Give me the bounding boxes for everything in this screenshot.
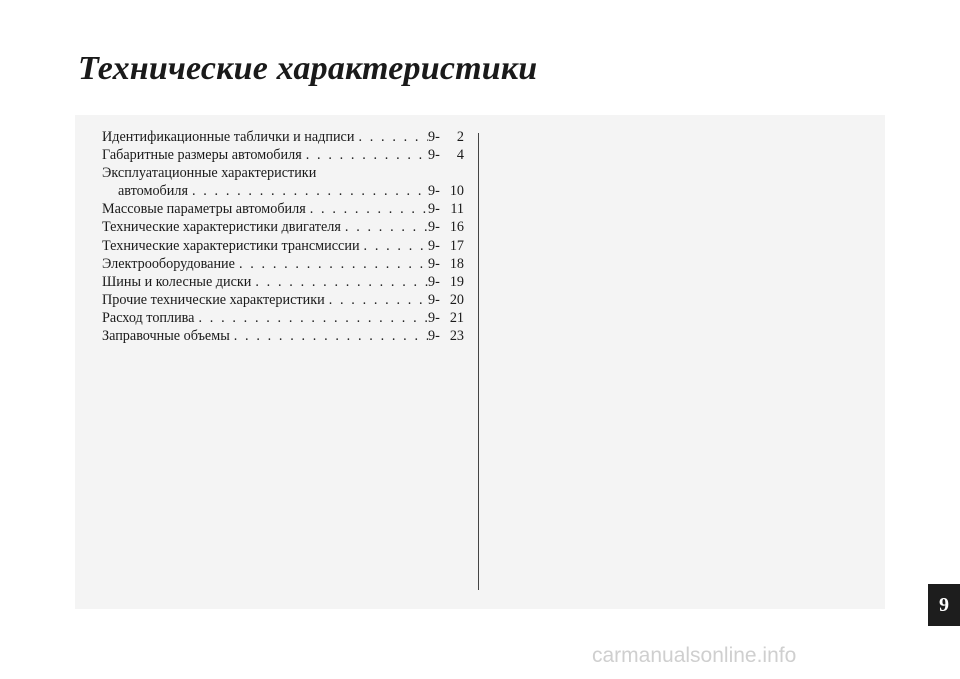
toc-dot-leader [194, 309, 428, 327]
toc-page-number: 21 [449, 309, 464, 326]
toc-entry-transmission-specs[interactable] [102, 237, 464, 255]
toc-section-number: 9- [428, 309, 440, 326]
toc-dot-leader [354, 128, 428, 146]
toc-entry-label: Массовые параметры автомобиля [102, 201, 306, 218]
toc-entry-fuel-consumption[interactable] [102, 309, 464, 327]
toc-entry-capacities[interactable] [102, 327, 464, 345]
toc-section-number: 9- [428, 129, 440, 145]
toc-page-number: 10 [449, 183, 464, 200]
toc-section-number: 9- [428, 291, 440, 308]
toc-entry-weights[interactable] [102, 200, 464, 218]
toc-page-number: 20 [449, 291, 464, 308]
toc-entry-other-specs[interactable] [102, 291, 464, 309]
toc-dot-leader [302, 146, 428, 164]
toc-entry-performance[interactable] [102, 182, 464, 200]
toc-entry-label: Габаритные размеры автомобиля [102, 147, 302, 164]
toc-entry-electrical[interactable] [102, 255, 464, 273]
toc-dot-leader [188, 182, 428, 200]
toc-entry-label: Эксплуатационные характеристики [102, 165, 317, 182]
toc-entry-label: Заправочные объемы [102, 328, 230, 345]
watermark: carmanualsonline.info [592, 644, 797, 667]
toc-section-number: 9- [428, 273, 440, 290]
toc-entry-label: Шины и колесные диски [102, 273, 252, 290]
toc-section-number: 9- [428, 328, 440, 345]
toc-page-number: 18 [449, 255, 464, 272]
chapter-number: 9 [939, 593, 949, 616]
toc-entry-engine-specs[interactable] [102, 218, 464, 236]
toc-page-number: 16 [449, 219, 464, 236]
toc-dot-leader [235, 255, 428, 273]
toc-entry-label: Технические характеристики двигателя [102, 219, 341, 236]
toc-page-number: 17 [449, 237, 464, 254]
toc-entry-label: Расход топлива [102, 309, 195, 326]
toc-section-number: 9- [428, 237, 440, 254]
toc-page-number: 19 [449, 273, 464, 290]
toc-page-number: 4 [456, 147, 464, 164]
column-divider [478, 133, 479, 590]
toc-page-number: 11 [450, 201, 464, 218]
toc-dot-leader [325, 291, 428, 309]
toc-dot-leader [341, 218, 428, 236]
toc-section-number: 9- [428, 255, 440, 272]
toc-dot-leader [251, 273, 428, 291]
toc-dot-leader [360, 237, 428, 255]
toc-page-number: 23 [449, 328, 464, 345]
toc-entry-label: Идентификационные таблички и надписи [102, 129, 355, 145]
toc-section-number: 9- [428, 147, 440, 164]
toc-section-number: 9- [428, 201, 440, 218]
chapter-tab[interactable] [928, 584, 960, 626]
toc-entry-label: Технические характеристики трансмиссии [102, 237, 360, 254]
toc-entry-performance-first-line[interactable] [102, 164, 464, 182]
toc-entry-identification-plates[interactable] [102, 128, 464, 146]
toc-entry-label: Прочие технические характеристики [102, 291, 325, 308]
toc-section-number: 9- [428, 183, 440, 200]
toc-entry-dimensions[interactable] [102, 146, 464, 164]
toc-entry-label: Электрооборудование [102, 255, 235, 272]
table-of-contents [102, 128, 464, 345]
toc-entry-tires-wheels[interactable] [102, 273, 464, 291]
toc-dot-leader [306, 200, 428, 218]
toc-dot-leader [230, 327, 428, 345]
toc-section-number: 9- [428, 219, 440, 236]
page-title: Технические характеристики [78, 50, 538, 87]
toc-entry-label-continuation: автомобиля [118, 183, 188, 200]
toc-page-number: 2 [456, 129, 464, 145]
